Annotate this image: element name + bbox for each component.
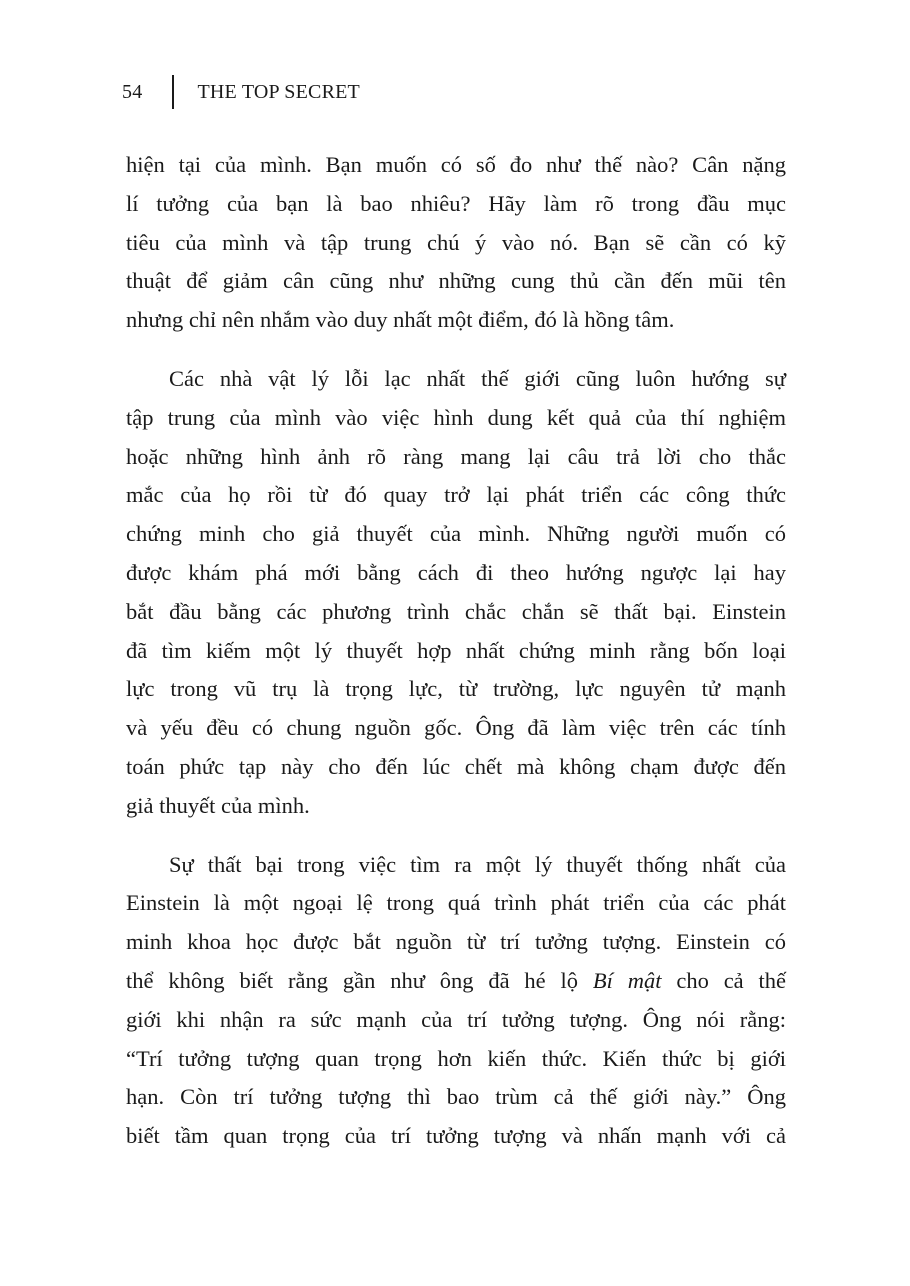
text-line: giới khi nhận ra sức mạnh của trí tưởng tượng. Ông nói rằng:: [126, 1006, 786, 1032]
text-line: thuật để giảm cân cũng như những cung thủ cần đến mũi tên: [126, 268, 786, 294]
text-line: biết tầm quan trọng của trí tưởng tượng và nhấn mạnh với cả: [126, 1123, 786, 1149]
text-line: bắt đầu bằng các phương trình chắc chắn sẽ thất bại. Einstein: [126, 598, 786, 624]
text-line: và yếu đều có chung nguồn gốc. Ông đã làm việc trên các tính: [126, 715, 786, 741]
text-line: nhưng chỉ nên nhắm vào duy nhất một điểm, đó là hồng tâm.: [126, 307, 675, 333]
page-number: 54: [122, 80, 143, 103]
text-line: chứng minh cho giả thuyết của mình. Những người muốn có: [126, 521, 786, 547]
italic-book-title: Bí mật: [592, 967, 662, 993]
text-line: minh khoa học được bắt nguồn từ trí tưởng tượng. Einstein có: [126, 929, 786, 955]
text-line: giả thuyết của mình.: [126, 792, 310, 818]
text-line-with-italic: [126, 962, 786, 1001]
text-line: Các nhà vật lý lỗi lạc nhất thế giới cũng luôn hướng sự: [169, 365, 786, 391]
text-line: lí tưởng của bạn là bao nhiêu? Hãy làm rõ trong đầu mục: [126, 190, 786, 216]
text-line: hạn. Còn trí tưởng tượng thì bao trùm cả thế giới này.” Ông: [126, 1084, 786, 1110]
paragraph-2: [126, 360, 786, 826]
text-line: đã tìm kiếm một lý thuyết hợp nhất chứng minh rằng bốn loại: [126, 637, 786, 663]
text-run: thể không biết rằng gần như ông đã hé lộ: [126, 967, 593, 993]
paragraph-3: [126, 846, 786, 1156]
text-line: tập trung của mình vào việc hình dung kết quả của thí nghiệm: [126, 404, 786, 430]
text-line: Sự thất bại trong việc tìm ra một lý thuyết thống nhất của: [169, 851, 786, 877]
text-line: Einstein là một ngoại lệ trong quá trình phát triển của các phát: [126, 890, 786, 916]
body-text: [126, 146, 786, 1156]
text-line: được khám phá mới bằng cách đi theo hướng ngược lại hay: [126, 559, 786, 585]
running-title: THE TOP SECRET: [197, 80, 360, 103]
text-line: tiêu của mình và tập trung chú ý vào nó. Bạn sẽ cần có kỹ: [126, 229, 786, 255]
text-line: mắc của họ rồi từ đó quay trở lại phát triển các công thức: [126, 482, 786, 508]
text-line: toán phức tạp này cho đến lúc chết mà không chạm được đến: [126, 753, 786, 779]
text-line: hiện tại của mình. Bạn muốn có số đo như thế nào? Cân nặng: [126, 152, 786, 177]
text-run: cho cả thế: [661, 967, 787, 993]
text-line: hoặc những hình ảnh rõ ràng mang lại câu trả lời cho thắc: [126, 443, 786, 469]
text-line: “Trí tưởng tượng quan trọng hơn kiến thức. Kiến thức bị giới: [126, 1045, 786, 1071]
text-line: lực trong vũ trụ là trọng lực, từ trường, lực nguyên tử mạnh: [126, 676, 786, 702]
running-header: [122, 76, 360, 108]
paragraph-1: [126, 146, 786, 340]
header-divider: [172, 75, 174, 109]
